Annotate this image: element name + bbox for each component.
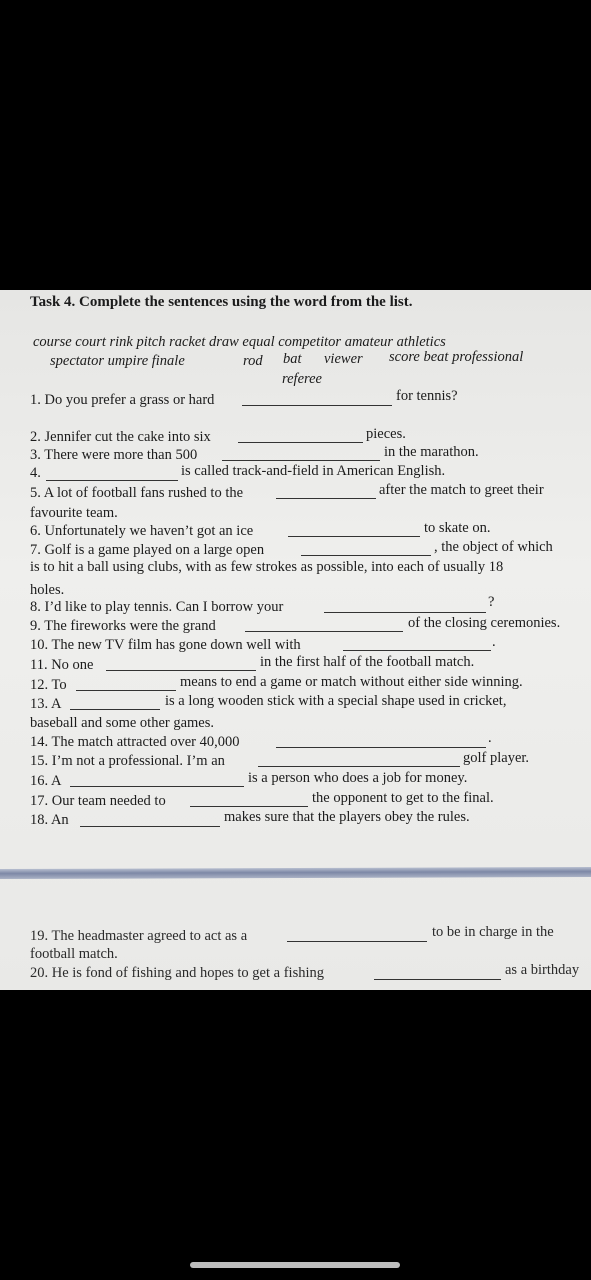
answer-blank-2[interactable] bbox=[238, 428, 363, 443]
answer-blank-6[interactable] bbox=[288, 522, 420, 537]
sentence-5-middle: after the match to greet their bbox=[379, 482, 544, 498]
sentence-4-start: 4. bbox=[30, 465, 41, 481]
sentence-16-end: is a person who does a job for money. bbox=[248, 770, 468, 786]
sentence-17-start: 17. Our team needed to bbox=[30, 793, 166, 809]
worksheet-lower-section bbox=[0, 880, 591, 990]
sentence-16-start: 16. A bbox=[30, 773, 62, 789]
sentence-12-end: means to end a game or match without either side winning. bbox=[180, 674, 523, 690]
worksheet-upper-section bbox=[0, 290, 591, 873]
sentence-13-end: baseball and some other games. bbox=[30, 715, 215, 731]
sentence-10-end: . bbox=[492, 634, 496, 650]
sentence-13-start: 13. A bbox=[30, 696, 62, 712]
sentence-7-start: 7. Golf is a game played on a large open bbox=[30, 542, 265, 558]
answer-blank-15[interactable] bbox=[258, 752, 460, 767]
sentence-11-end: in the first half of the football match. bbox=[260, 654, 475, 670]
word-list-row-2c: bat bbox=[283, 351, 302, 367]
sentence-19-start: 19. The headmaster agreed to act as a bbox=[30, 928, 248, 944]
answer-blank-12[interactable] bbox=[76, 676, 176, 691]
answer-blank-8[interactable] bbox=[324, 598, 486, 613]
answer-blank-1[interactable] bbox=[242, 391, 392, 406]
sentence-6-end: to skate on. bbox=[424, 520, 491, 536]
sentence-8-start: 8. I’d like to play tennis. Can I borrow your bbox=[30, 599, 284, 615]
sentence-3-end: in the marathon. bbox=[384, 444, 479, 460]
sentence-18-end: makes sure that the players obey the rules. bbox=[224, 809, 470, 825]
answer-blank-19[interactable] bbox=[287, 927, 427, 942]
answer-blank-11[interactable] bbox=[106, 656, 256, 671]
sentence-15-start: 15. I’m not a professional. I’m an bbox=[30, 753, 225, 769]
sentence-2-end: pieces. bbox=[366, 426, 406, 442]
answer-blank-14[interactable] bbox=[276, 733, 486, 748]
sentence-13-middle: is a long wooden stick with a special shape used in cricket, bbox=[165, 693, 507, 709]
sentence-1-end: for tennis? bbox=[396, 388, 458, 404]
sentence-11-start: 11. No one bbox=[30, 657, 94, 673]
sentence-9-end: of the closing ceremonies. bbox=[408, 615, 561, 631]
sentence-1-start: 1. Do you prefer a grass or hard bbox=[30, 392, 215, 408]
sentence-4-end: is called track-and-field in American English. bbox=[181, 463, 446, 479]
sentence-20-end: as a birthday bbox=[505, 962, 580, 978]
sentence-8-end: ? bbox=[488, 594, 495, 610]
answer-blank-9[interactable] bbox=[245, 617, 403, 632]
sentence-2-start: 2. Jennifer cut the cake into six bbox=[30, 429, 211, 445]
sentence-3-start: 3. There were more than 500 bbox=[30, 447, 198, 463]
word-list-row-2b: rod bbox=[243, 353, 263, 369]
sentence-15-end: golf player. bbox=[463, 750, 530, 766]
worksheet-photo bbox=[0, 290, 591, 990]
sentence-19-end: football match. bbox=[30, 946, 118, 962]
sentence-14-start: 14. The match attracted over 40,000 bbox=[30, 734, 240, 750]
answer-blank-13[interactable] bbox=[70, 695, 160, 710]
word-list-row-1: course court rink pitch racket draw equal competitor amateur athletics bbox=[33, 334, 446, 350]
answer-blank-5[interactable] bbox=[276, 484, 376, 499]
sentence-6-start: 6. Unfortunately we haven’t got an ice bbox=[30, 523, 254, 539]
answer-blank-20[interactable] bbox=[374, 965, 501, 980]
page-fold-shadow bbox=[0, 867, 591, 879]
home-indicator-bar[interactable] bbox=[190, 1262, 400, 1268]
word-list-row-2a: spectator umpire finale bbox=[50, 353, 185, 369]
sentence-14-end: . bbox=[488, 730, 492, 746]
task-title: Task 4. Complete the sentences using the word from the list. bbox=[30, 294, 413, 310]
answer-blank-7[interactable] bbox=[301, 541, 431, 556]
sentence-9-start: 9. The fireworks were the grand bbox=[30, 618, 216, 634]
answer-blank-16[interactable] bbox=[70, 772, 244, 787]
sentence-5-end: favourite team. bbox=[30, 505, 118, 521]
answer-blank-4[interactable] bbox=[46, 466, 178, 481]
answer-blank-17[interactable] bbox=[190, 792, 308, 807]
sentence-7-middle: , the object of which bbox=[434, 539, 553, 555]
answer-blank-3[interactable] bbox=[222, 446, 380, 461]
sentence-7-end: holes. bbox=[30, 582, 65, 598]
sentence-19-middle: to be in charge in the bbox=[432, 924, 554, 940]
word-list-row-2d: viewer bbox=[324, 351, 363, 367]
answer-blank-18[interactable] bbox=[80, 812, 220, 827]
sentence-20-start: 20. He is fond of fishing and hopes to get a fishing bbox=[30, 965, 324, 981]
sentence-10-start: 10. The new TV film has gone down well with bbox=[30, 637, 301, 653]
sentence-17-end: the opponent to get to the final. bbox=[312, 790, 494, 806]
word-list-row-2e: score beat professional bbox=[389, 349, 524, 365]
word-list-row-3: referee bbox=[282, 371, 322, 387]
sentence-12-start: 12. To bbox=[30, 677, 67, 693]
sentence-5-start: 5. A lot of football fans rushed to the bbox=[30, 485, 244, 501]
sentence-7-continued: is to hit a ball using clubs, with as few strokes as possible, into each of usually 18 bbox=[30, 559, 504, 575]
answer-blank-10[interactable] bbox=[343, 636, 491, 651]
sentence-18-start: 18. An bbox=[30, 812, 69, 828]
